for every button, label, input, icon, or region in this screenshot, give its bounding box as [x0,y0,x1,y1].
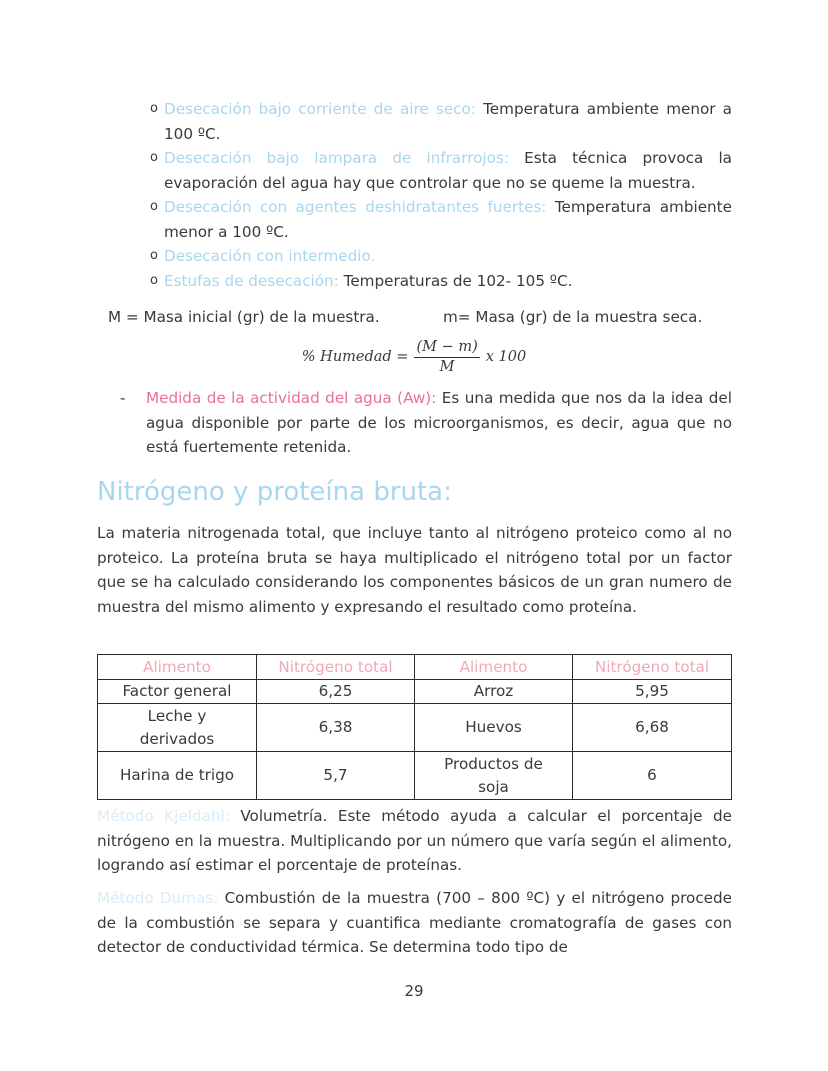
water-activity-term: Medida de la actividad del agua (Aw): [146,389,437,407]
page-number: 29 [404,982,424,1000]
table-cell: 5,95 [573,680,732,704]
table-cell: Huevos [415,704,573,752]
method-description: Temperatura ambiente menor a 100 ºC. [164,100,732,143]
formula-numerator: (M − m) [414,338,479,358]
method-term: Desecación bajo corriente de aire seco: [164,100,476,118]
formula-lhs: % Humedad = [301,349,409,365]
table-cell: 5,7 [257,752,415,800]
formula-rhs: x 100 [485,349,527,365]
dry-mass-definition: m= Masa (gr) de la muestra seca. [443,308,703,326]
formula-denominator: M [439,359,455,375]
method-term: Desecación con intermedio. [164,247,376,265]
table-cell: Productos de soja [415,752,573,800]
dumas-paragraph [97,886,732,960]
table-row [98,680,732,704]
method-term: Desecación bajo lampara de infrarrojos: [164,149,509,167]
kjeldahl-term: Método Kjeldahl: [97,807,230,825]
formula-fraction [414,338,479,376]
table-row [98,704,732,752]
bullet-icon: o [150,150,158,165]
bullet-icon: o [150,199,158,214]
column-header: Alimento [415,655,573,680]
water-activity-description: Es una medida que nos da la idea del agua disponible por parte de los microorganismos, es decir, agua que no está fuertemente retenida. [146,389,732,456]
humidity-formula [0,338,828,376]
table-cell: Leche y derivados [98,704,257,752]
list-item [150,97,732,146]
list-item [150,195,732,244]
list-item [150,244,732,269]
nitrogen-factor-table [97,654,732,800]
column-header: Nitrógeno total [573,655,732,680]
intro-paragraph: La materia nitrogenada total, que incluye tanto al nitrógeno proteico como al no proteico. La proteína bruta se haya multiplicado el nitrógeno total por un factor que se ha calculado considerando los componentes básicos de un gran numero de muestra del mismo alimento y expresando el resultado como proteína. [97,524,732,616]
kjeldahl-paragraph [97,804,732,878]
table-cell: 6 [573,752,732,800]
desiccation-methods-list [150,97,732,293]
table-cell: Harina de trigo [98,752,257,800]
table-cell: Factor general [98,680,257,704]
table-header-row [98,655,732,680]
dumas-description: Combustión de la muestra (700 – 800 ºC) y el nitrógeno procede de la combustión se separa y cuantifica mediante cromatografía de gases con detector de conductividad térmica. Se determina todo tipo de [97,889,733,956]
method-description: Temperaturas de 102- 105 ºC. [338,271,573,290]
dumas-term: Método Dumas: [97,889,219,907]
list-item [150,269,732,294]
list-item [150,146,732,195]
column-header: Nitrógeno total [257,655,415,680]
table-cell: 6,38 [257,704,415,752]
method-term: Estufas de desecación: [164,271,339,290]
kjeldahl-description: Volumetría. Este método ayuda a calcular el porcentaje de nitrógeno en la muestra. Multiplicando por un número que varía según el alimento, logrando así estimar el porcentaje de proteínas. [97,807,733,874]
dash-bullet: - [120,389,126,407]
column-header: Alimento [98,655,257,680]
bullet-icon: o [150,248,158,263]
method-description: Esta técnica provoca la evaporación del agua hay que controlar que no se queme la muestra. [164,149,732,192]
initial-mass-definition: M = Masa inicial (gr) de la muestra. [108,308,380,326]
method-description: Temperatura ambiente menor a 100 ºC. [164,198,732,241]
table-row [98,752,732,800]
section-heading: Nitrógeno y proteína bruta: [97,477,452,507]
table-cell: 6,25 [257,680,415,704]
table-cell: Arroz [415,680,573,704]
water-activity-item [120,386,732,460]
mass-definitions [108,305,728,329]
bullet-icon: o [150,272,158,288]
table-cell: 6,68 [573,704,732,752]
bullet-icon: o [150,101,158,116]
method-term: Desecación con agentes deshidratantes fuertes: [164,198,547,216]
